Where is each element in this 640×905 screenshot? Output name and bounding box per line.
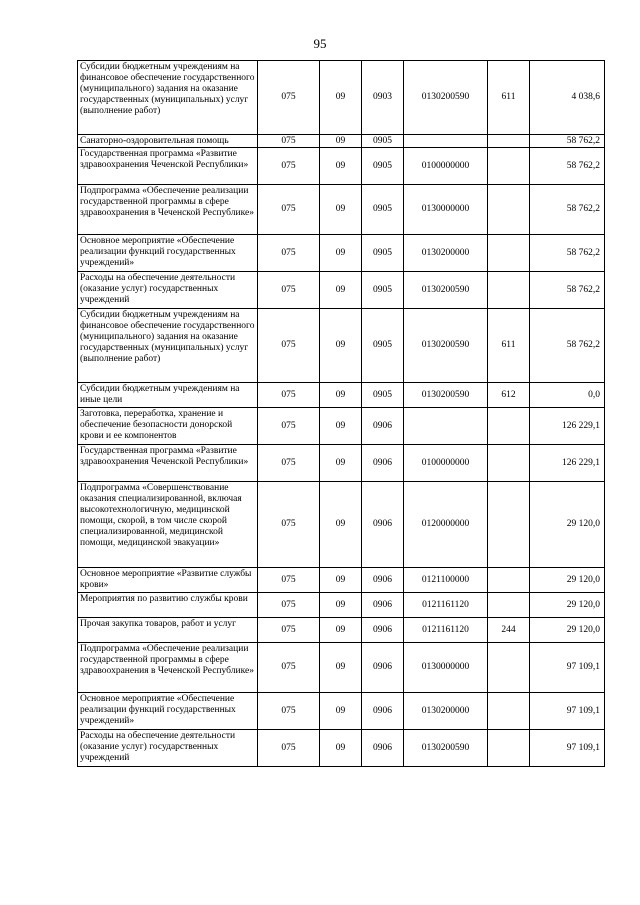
cell-section: 09 [320,482,362,568]
cell-section: 09 [320,693,362,730]
cell-expense-type: 611 [488,61,530,135]
cell-ministry-code: 075 [258,148,320,185]
cell-subsection: 0905 [362,148,404,185]
cell-amount: 29 120,0 [530,593,605,618]
cell-ministry-code: 075 [258,445,320,482]
cell-ministry-code: 075 [258,568,320,593]
cell-target-article: 0100000000 [404,445,488,482]
cell-subsection: 0906 [362,482,404,568]
cell-ministry-code: 075 [258,383,320,408]
cell-subsection: 0906 [362,693,404,730]
cell-target-article: 0120000000 [404,482,488,568]
table-row [78,185,605,235]
cell-target-article: 0130200590 [404,61,488,135]
cell-name: Основное мероприятие «Обеспечение реализации функций государственных учреждений» [78,235,258,272]
cell-ministry-code: 075 [258,408,320,445]
cell-ministry-code: 075 [258,618,320,643]
cell-name: Субсидии бюджетным учреждениям на финансовое обеспечение государственного (муниципального) задания на оказание государственных (муниципальных) услуг (выполнение работ) [78,61,258,135]
cell-expense-type [488,643,530,693]
cell-subsection: 0905 [362,135,404,148]
table-row [78,482,605,568]
cell-name: Подпрограмма «Обеспечение реализации государственной программы в сфере здравоохранения в Чеченской Республике» [78,185,258,235]
cell-expense-type [488,445,530,482]
cell-subsection: 0906 [362,643,404,693]
cell-target-article: 0121161120 [404,593,488,618]
cell-section: 09 [320,272,362,309]
cell-target-article [404,408,488,445]
cell-name: Подпрограмма «Совершенствование оказания специализированной, включая высокотехнологичную, медицинской помощи, скорой, в том числе скорой специализированной, медицинской помощи, медицинской эвакуации» [78,482,258,568]
cell-subsection: 0906 [362,568,404,593]
cell-target-article: 0130200000 [404,693,488,730]
cell-target-article [404,135,488,148]
cell-subsection: 0905 [362,185,404,235]
cell-ministry-code: 075 [258,593,320,618]
cell-ministry-code: 075 [258,730,320,767]
table-row [78,568,605,593]
cell-name: Основное мероприятие «Развитие службы крови» [78,568,258,593]
cell-ministry-code: 075 [258,135,320,148]
cell-target-article: 0100000000 [404,148,488,185]
cell-amount: 58 762,2 [530,272,605,309]
cell-target-article: 0130200590 [404,272,488,309]
cell-ministry-code: 075 [258,482,320,568]
cell-amount: 29 120,0 [530,618,605,643]
cell-name: Государственная программа «Развитие здравоохранения Чеченской Республики» [78,148,258,185]
cell-subsection: 0906 [362,593,404,618]
cell-expense-type [488,408,530,445]
cell-subsection: 0906 [362,408,404,445]
cell-expense-type [488,568,530,593]
cell-name: Расходы на обеспечение деятельности (оказание услуг) государственных учреждений [78,730,258,767]
cell-section: 09 [320,61,362,135]
cell-amount: 126 229,1 [530,445,605,482]
cell-ministry-code: 075 [258,693,320,730]
cell-target-article: 0130200000 [404,235,488,272]
cell-section: 09 [320,445,362,482]
cell-subsection: 0906 [362,618,404,643]
cell-expense-type [488,482,530,568]
cell-expense-type [488,185,530,235]
cell-amount: 58 762,2 [530,309,605,383]
cell-subsection: 0905 [362,383,404,408]
cell-name: Субсидии бюджетным учреждениям на финансовое обеспечение государственного (муниципального) задания на оказание государственных (муниципальных) услуг (выполнение работ) [78,309,258,383]
table-row [78,643,605,693]
page-number: 95 [313,36,327,51]
cell-amount: 97 109,1 [530,693,605,730]
cell-section: 09 [320,383,362,408]
cell-name: Государственная программа «Развитие здравоохранения Чеченской Республики» [78,445,258,482]
cell-subsection: 0905 [362,235,404,272]
table-row [78,309,605,383]
cell-section: 09 [320,643,362,693]
cell-amount: 4 038,6 [530,61,605,135]
cell-amount: 58 762,2 [530,148,605,185]
table-row [78,693,605,730]
cell-name: Основное мероприятие «Обеспечение реализации функций государственных учреждений» [78,693,258,730]
cell-name: Заготовка, переработка, хранение и обеспечение безопасности донорской крови и ее компонентов [78,408,258,445]
cell-target-article: 0130000000 [404,643,488,693]
cell-section: 09 [320,730,362,767]
cell-section: 09 [320,408,362,445]
cell-name: Мероприятия по развитию службы крови [78,593,258,618]
budget-table [77,60,605,767]
cell-amount: 29 120,0 [530,482,605,568]
cell-expense-type: 612 [488,383,530,408]
cell-amount: 58 762,2 [530,135,605,148]
cell-section: 09 [320,568,362,593]
cell-name: Подпрограмма «Обеспечение реализации государственной программы в сфере здравоохранения в Чеченской Республике» [78,643,258,693]
cell-amount: 29 120,0 [530,568,605,593]
cell-expense-type [488,272,530,309]
cell-ministry-code: 075 [258,309,320,383]
cell-section: 09 [320,309,362,383]
cell-section: 09 [320,148,362,185]
cell-expense-type [488,593,530,618]
cell-name: Санаторно-оздоровительная помощь [78,135,258,148]
cell-section: 09 [320,135,362,148]
cell-expense-type [488,693,530,730]
cell-target-article: 0130000000 [404,185,488,235]
cell-subsection: 0905 [362,272,404,309]
cell-expense-type: 611 [488,309,530,383]
cell-section: 09 [320,618,362,643]
table-row [78,445,605,482]
table-row [78,135,605,148]
cell-ministry-code: 075 [258,185,320,235]
table-row [78,730,605,767]
cell-expense-type [488,135,530,148]
cell-target-article: 0130200590 [404,383,488,408]
cell-section: 09 [320,185,362,235]
cell-ministry-code: 075 [258,272,320,309]
table-row [78,408,605,445]
cell-section: 09 [320,235,362,272]
table-row [78,148,605,185]
cell-amount: 0,0 [530,383,605,408]
cell-subsection: 0906 [362,730,404,767]
cell-section: 09 [320,593,362,618]
cell-target-article: 0121100000 [404,568,488,593]
table-row [78,61,605,135]
table-row [78,593,605,618]
cell-expense-type: 244 [488,618,530,643]
cell-name: Расходы на обеспечение деятельности (оказание услуг) государственных учреждений [78,272,258,309]
cell-amount: 58 762,2 [530,235,605,272]
table-row [78,618,605,643]
table-row [78,235,605,272]
cell-ministry-code: 075 [258,235,320,272]
cell-target-article: 0121161120 [404,618,488,643]
cell-amount: 97 109,1 [530,643,605,693]
cell-subsection: 0903 [362,61,404,135]
cell-name: Прочая закупка товаров, работ и услуг [78,618,258,643]
table-row [78,272,605,309]
cell-name: Субсидии бюджетным учреждениям на иные цели [78,383,258,408]
cell-expense-type [488,730,530,767]
cell-target-article: 0130200590 [404,730,488,767]
cell-subsection: 0905 [362,309,404,383]
cell-amount: 58 762,2 [530,185,605,235]
cell-amount: 97 109,1 [530,730,605,767]
cell-ministry-code: 075 [258,61,320,135]
cell-target-article: 0130200590 [404,309,488,383]
table-row [78,383,605,408]
cell-ministry-code: 075 [258,643,320,693]
cell-subsection: 0906 [362,445,404,482]
cell-amount: 126 229,1 [530,408,605,445]
cell-expense-type [488,235,530,272]
cell-expense-type [488,148,530,185]
